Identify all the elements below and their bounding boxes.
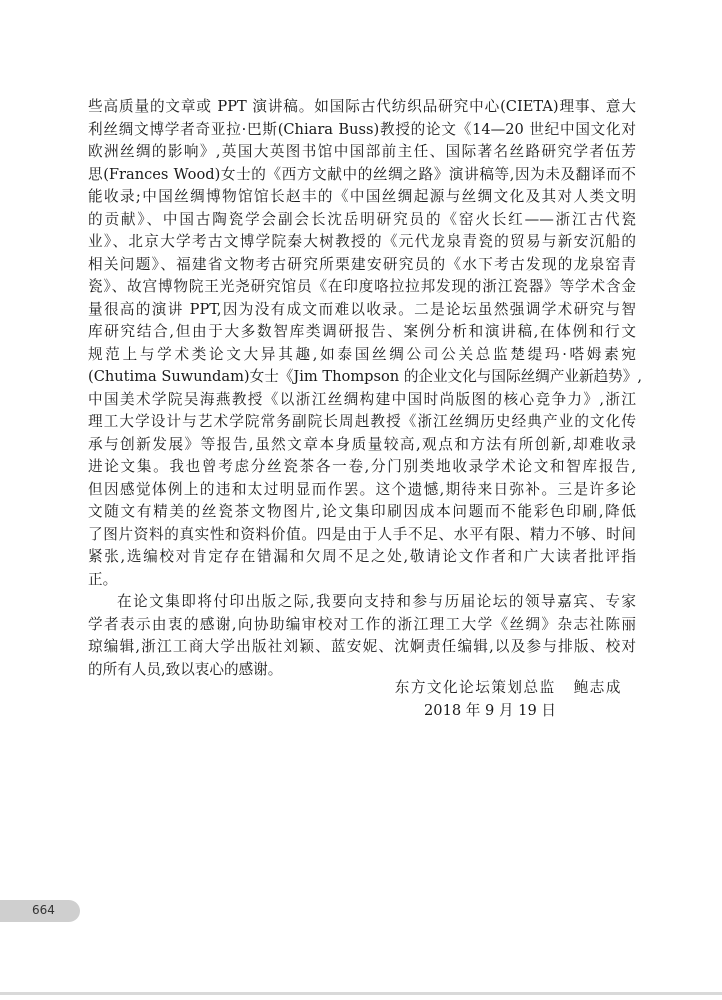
signature-date: 2018 年 9 月 19 日 bbox=[424, 701, 556, 719]
text-line: 利丝绸文博学者奇亚拉·巴斯(Chiara Buss)教授的论文《14—20 世纪中国文化对 bbox=[88, 120, 636, 138]
page-number: 664 bbox=[32, 903, 55, 917]
text-line: 但因感觉体例上的违和太过明显而作罢。这个遗憾,期待来日弥补。三是许多论 bbox=[88, 480, 636, 498]
text-line: 量很高的演讲 PPT,因为没有成文而难以收录。二是论坛虽然强调学术研究与智 bbox=[88, 300, 636, 318]
text-line: 中国美术学院吴海燕教授《以浙江丝绸构建中国时尚版图的核心竞争力》,浙江 bbox=[88, 390, 636, 408]
text-line: 学者表示由衷的感谢,向协助编审校对工作的浙江理工大学《丝绸》杂志社陈丽 bbox=[88, 615, 636, 633]
text-line: 正。 bbox=[88, 570, 118, 588]
text-line: 规范上与学术类论文大异其趣,如泰国丝绸公司公关总监楚缇玛·嗒姆素宛 bbox=[88, 345, 636, 363]
text-line: 承与创新发展》等报告,虽然文章本身质量较高,观点和方法有所创新,却难收录 bbox=[88, 435, 636, 453]
text-line: 的贡献》、中国古陶瓷学会副会长沈岳明研究员的《窑火长红——浙江古代瓷 bbox=[88, 210, 636, 228]
text-line: 理工大学设计与艺术学院常务副院长周赳教授《浙江丝绸历史经典产业的文化传 bbox=[88, 413, 636, 430]
bottom-rule bbox=[0, 992, 722, 995]
text-line: 库研究结合,但由于大多数智库类调研报告、案例分析和演讲稿,在体例和行文 bbox=[88, 323, 636, 340]
text-line: 业》、北京大学考古文博学院秦大树教授的《元代龙泉青瓷的贸易与新安沉船的 bbox=[88, 233, 636, 250]
text-line: 思(Frances Wood)女士的《西方文献中的丝绸之路》演讲稿等,因为未及翻译而不 bbox=[88, 165, 636, 183]
text-line: 琼编辑,浙江工商大学出版社刘颖、蓝安妮、沈婀责任编辑,以及参与排版、校对 bbox=[88, 638, 636, 655]
text-line: 文随文有精美的丝瓷茶文物图片,论文集印刷因成本问题而不能彩色印刷,降低 bbox=[88, 503, 636, 520]
signature-line bbox=[88, 677, 636, 700]
text-line: (Chutima Suwundam)女士《Jim Thompson 的企业文化与国际丝绸产业新趋势》, bbox=[88, 368, 642, 385]
body-text bbox=[88, 96, 642, 681]
text-line: 欧洲丝绸的影响》,英国大英图书馆中国部前主任、国际著名丝路研究学者伍芳 bbox=[88, 143, 636, 160]
text-line: 相关问题》、福建省文物考古研究所栗建安研究员的《水下考古发现的龙泉窑青 bbox=[88, 255, 636, 273]
text-line: 能收录;中国丝绸博物馆馆长赵丰的《中国丝绸起源与丝绸文化及其对人类文明 bbox=[88, 188, 636, 205]
text-line: 进论文集。我也曾考虑分丝瓷茶各一卷,分门别类地收录学术论文和智库报告, bbox=[88, 458, 636, 475]
text-line: 的所有人员,致以衷心的感谢。 bbox=[88, 660, 283, 678]
text-line: 瓷》、故宫博物院王光尧研究馆员《在印度咯拉拉邦发现的浙江瓷器》等学术含金 bbox=[88, 278, 636, 295]
text-line: 紧张,选编校对肯定存在错漏和欠周不足之处,敬请论文作者和广大读者批评指 bbox=[88, 548, 636, 565]
text-line: 了图片资料的真实性和资料价值。四是由于人手不足、水平有限、精力不够、时间 bbox=[88, 525, 636, 543]
text-line: 些高质量的文章或 PPT 演讲稿。如国际古代纺织品研究中心(CIETA)理事、意大 bbox=[88, 98, 636, 115]
signature-name: 鲍志成 bbox=[573, 679, 622, 696]
text-line: 在论文集即将付印出版之际,我要向支持和参与历届论坛的领导嘉宾、专家 bbox=[117, 593, 636, 610]
signature-title: 东方文化论坛策划总监 bbox=[394, 679, 556, 696]
signature-block bbox=[88, 677, 636, 722]
